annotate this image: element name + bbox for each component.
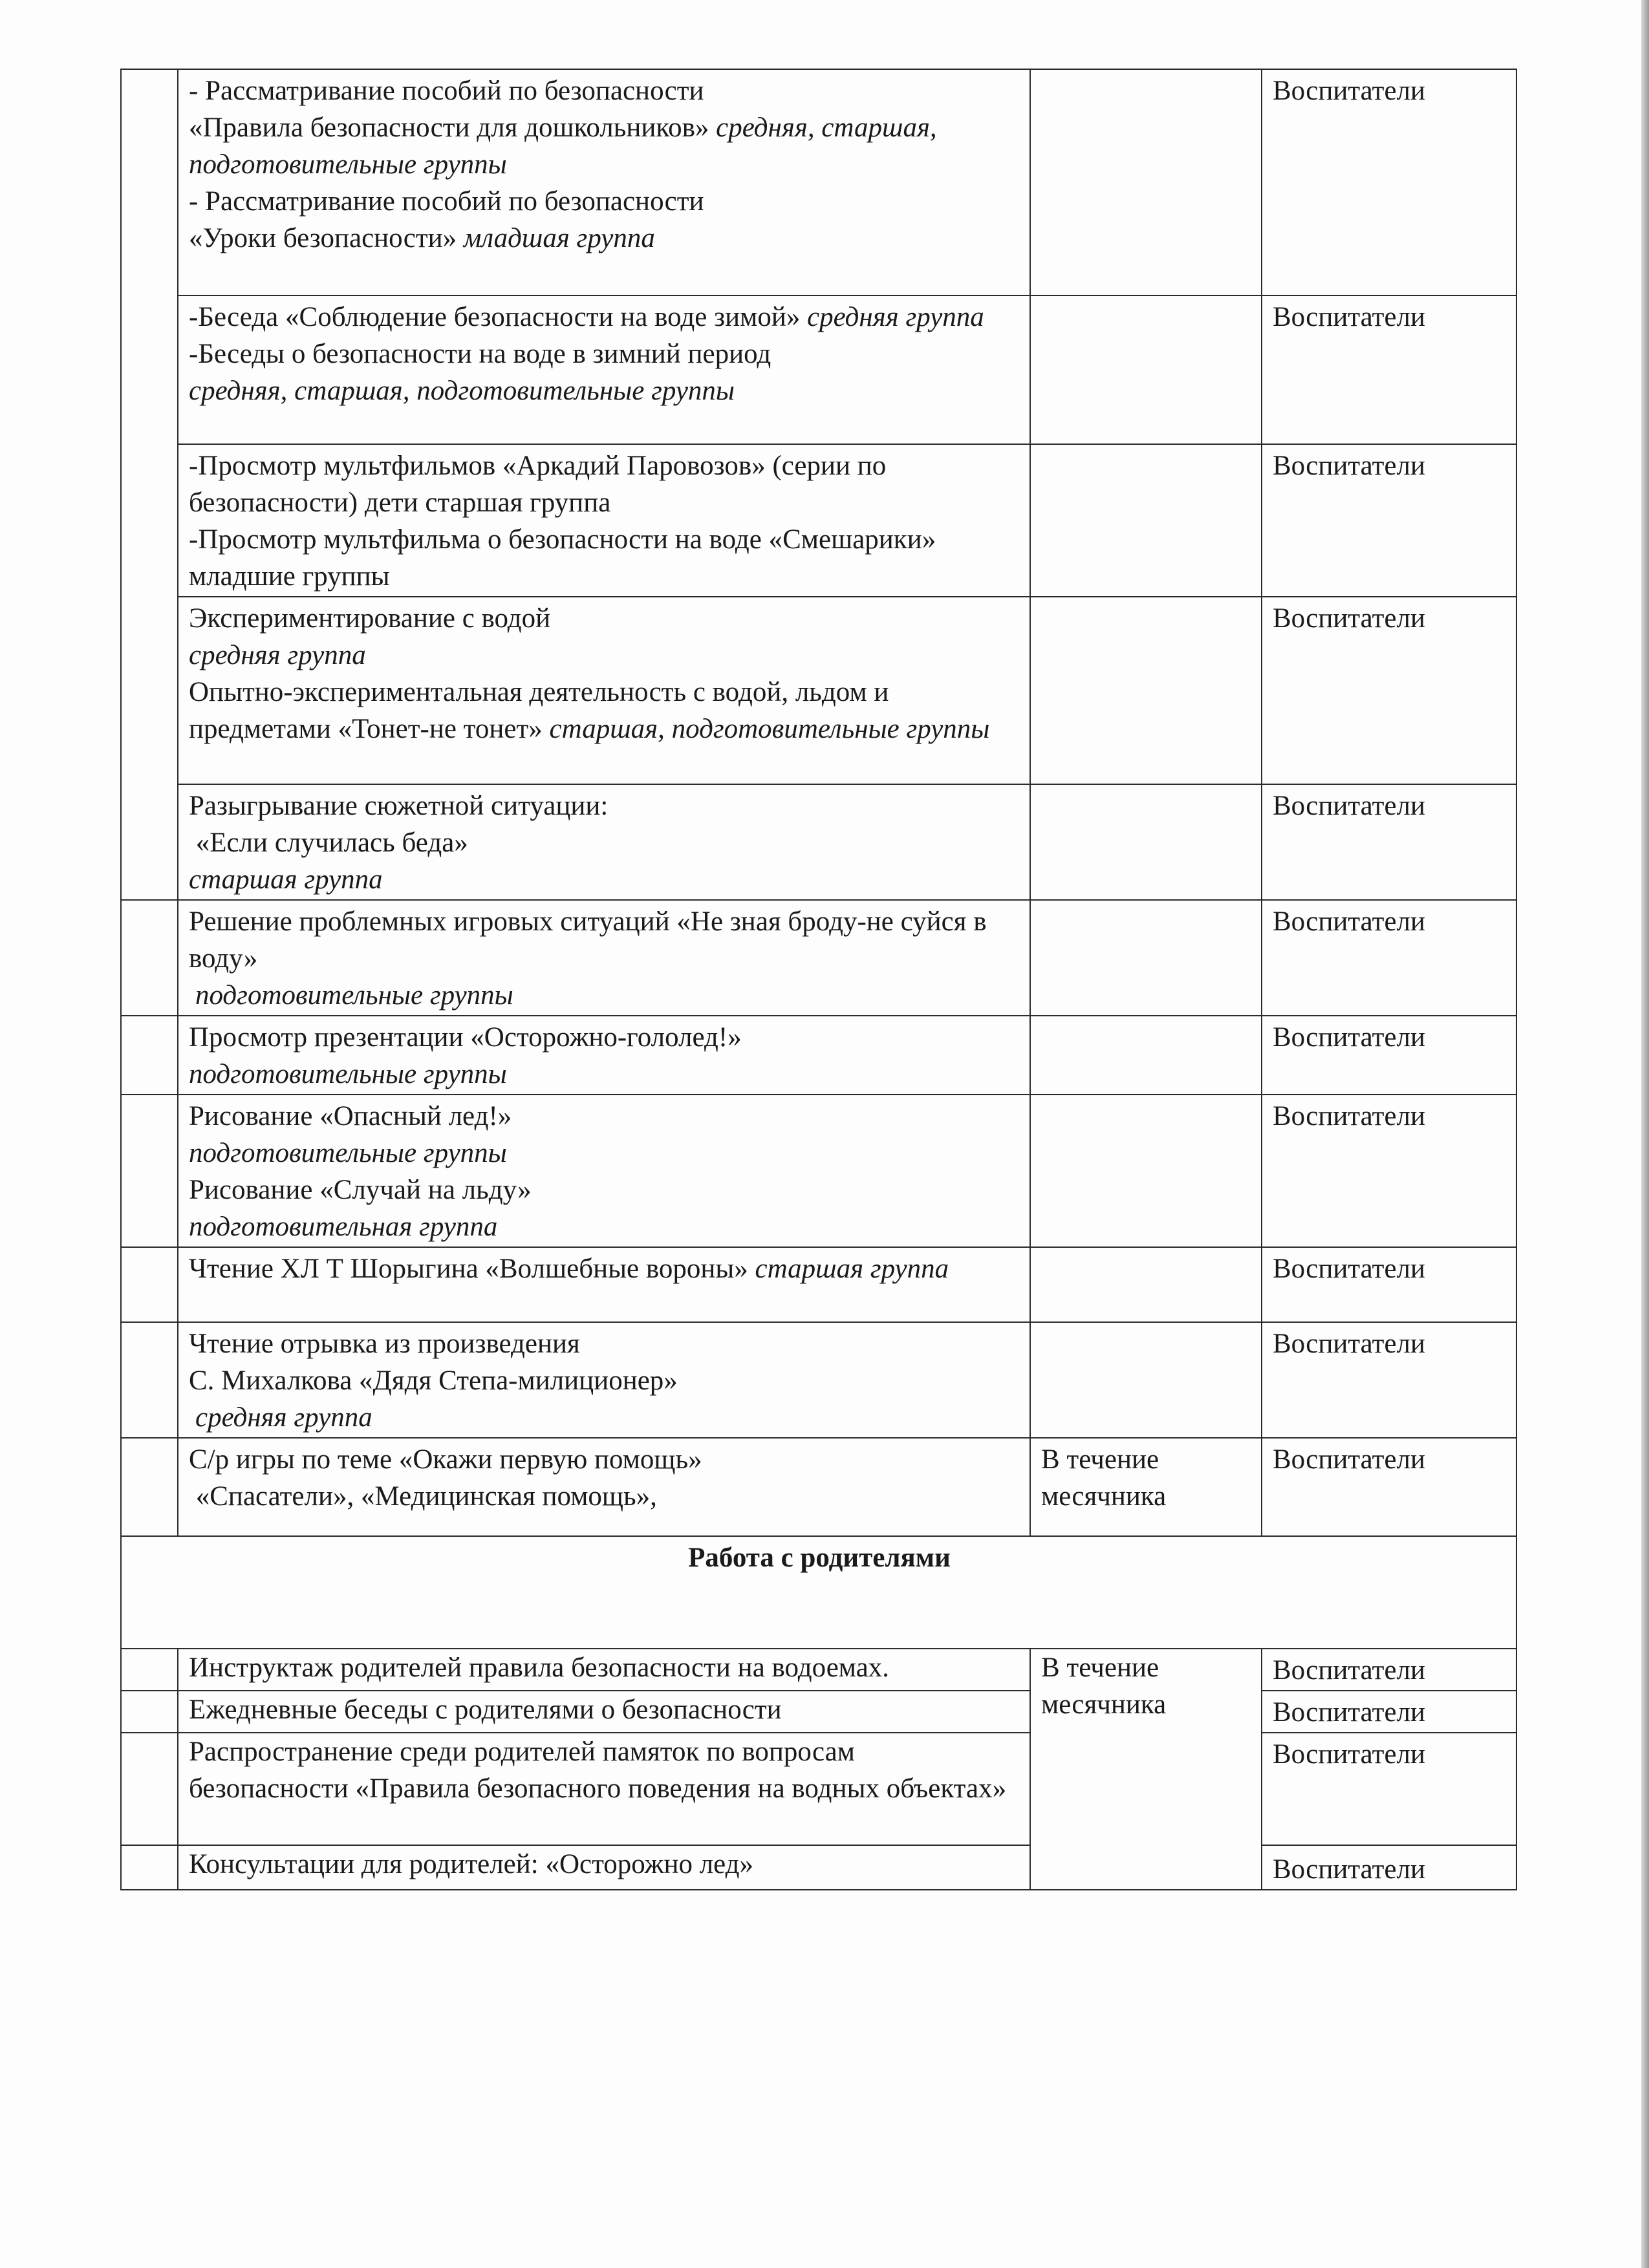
activity-line: С/р игры по теме «Окажи первую помощь» bbox=[189, 1444, 702, 1475]
timing-cell bbox=[1030, 295, 1262, 444]
group-label: подготовительные группы bbox=[189, 1138, 507, 1168]
activity-line: -Просмотр мультфильма о безопасности на воде «Смешарики» младшие группы bbox=[189, 524, 936, 592]
section-row bbox=[121, 1536, 1516, 1649]
activity-line: Просмотр презентации «Осторожно-гололед!» bbox=[189, 1022, 742, 1053]
activity-line: Чтение ХЛ Т Шорыгина «Волшебные вороны» bbox=[189, 1254, 755, 1284]
activity-line: Чтение отрывка из произведения bbox=[189, 1329, 580, 1359]
activity-cell bbox=[178, 444, 1030, 597]
activity-line: -Беседы о безопасности на воде в зимний период bbox=[189, 339, 771, 369]
timing-cell bbox=[1030, 900, 1262, 1016]
activity-line: - Рассматривание пособий по безопасности bbox=[189, 76, 704, 106]
activity-line: Разыгрывание сюжетной ситуации: bbox=[189, 791, 609, 821]
group-label: средняя, старшая, подготовительные группы bbox=[189, 112, 937, 180]
table-row bbox=[121, 784, 1516, 900]
responsible-cell: Воспитатели bbox=[1262, 597, 1516, 784]
activity-cell bbox=[178, 1095, 1030, 1247]
responsible-cell: Воспитатели bbox=[1262, 1691, 1516, 1733]
scan-page-edge bbox=[1641, 0, 1649, 2268]
row-number-cell bbox=[121, 900, 178, 1016]
activity-cell bbox=[178, 1016, 1030, 1095]
activity-cell bbox=[178, 295, 1030, 444]
responsible-cell: Воспитатели bbox=[1262, 1322, 1516, 1438]
activity-cell: Инструктаж родителей правила безопасности на водоемах. bbox=[178, 1649, 1030, 1691]
responsible-cell: Воспитатели bbox=[1262, 1438, 1516, 1536]
group-label: младшая группа bbox=[463, 223, 655, 253]
table-row bbox=[121, 1733, 1516, 1845]
table-row bbox=[121, 597, 1516, 784]
table-row bbox=[121, 295, 1516, 444]
activity-line: -Беседа «Соблюдение безопасности на воде зимой» bbox=[189, 302, 808, 332]
row-number-cell bbox=[121, 69, 178, 900]
activity-line: Экспериментирование с водой bbox=[189, 603, 551, 634]
activity-cell: Ежедневные беседы с родителями о безопасности bbox=[178, 1691, 1030, 1733]
group-label: старшая группа bbox=[189, 864, 383, 895]
activity-cell bbox=[178, 784, 1030, 900]
timing-cell bbox=[1030, 784, 1262, 900]
timing-cell bbox=[1030, 1016, 1262, 1095]
activity-cell bbox=[178, 1438, 1030, 1536]
group-label: средняя группа bbox=[195, 1402, 372, 1433]
group-label: подготовительные группы bbox=[189, 1059, 507, 1089]
activity-line: «Уроки безопасности» bbox=[189, 223, 464, 253]
responsible-cell: Воспитатели bbox=[1262, 1649, 1516, 1691]
activity-line: «Спасатели», «Медицинская помощь», bbox=[189, 1481, 657, 1512]
row-number-cell bbox=[121, 1095, 178, 1247]
activity-line: Опытно-экспериментальная деятельность с водой, льдом и предметами «Тонет-не тонет» bbox=[189, 677, 889, 744]
row-number-cell bbox=[121, 1322, 178, 1438]
activity-line: Решение проблемных игровых ситуаций «Не зная броду-не суйся в воду» bbox=[189, 906, 987, 974]
table-row bbox=[121, 1691, 1516, 1733]
responsible-cell: Воспитатели bbox=[1262, 1845, 1516, 1890]
group-label: средняя группа bbox=[189, 640, 366, 670]
row-number-cell bbox=[121, 1649, 178, 1691]
activity-line: С. Михалкова «Дядя Степа-милиционер» bbox=[189, 1365, 678, 1396]
activity-line: «Правила безопасности для дошкольников» bbox=[189, 112, 717, 143]
responsible-cell: Воспитатели bbox=[1262, 1733, 1516, 1845]
responsible-cell: Воспитатели bbox=[1262, 69, 1516, 295]
activity-cell: Консультации для родителей: «Осторожно лед» bbox=[178, 1845, 1030, 1890]
activity-cell bbox=[178, 597, 1030, 784]
table-row bbox=[121, 1438, 1516, 1536]
section-heading: Работа с родителями bbox=[121, 1536, 1516, 1649]
row-number-cell bbox=[121, 1845, 178, 1890]
row-number-cell bbox=[121, 1733, 178, 1845]
table-row bbox=[121, 1095, 1516, 1247]
table-row bbox=[121, 1322, 1516, 1438]
group-label: средняя группа bbox=[807, 302, 984, 332]
table-row bbox=[121, 1247, 1516, 1322]
responsible-cell: Воспитатели bbox=[1262, 1247, 1516, 1322]
table-row bbox=[121, 1016, 1516, 1095]
row-number-cell bbox=[121, 1691, 178, 1733]
activity-line: -Просмотр мультфильмов «Аркадий Паровозов» (серии по безопасности) дети старшая группа bbox=[189, 451, 887, 518]
timing-cell bbox=[1030, 1247, 1262, 1322]
timing-cell bbox=[1030, 1095, 1262, 1247]
group-label: подготовительная группа bbox=[189, 1212, 498, 1242]
timing-cell bbox=[1030, 69, 1262, 295]
table-row bbox=[121, 900, 1516, 1016]
timing-cell bbox=[1030, 1322, 1262, 1438]
timing-cell bbox=[1030, 444, 1262, 597]
timing-cell bbox=[1030, 597, 1262, 784]
group-label: старшая, подготовительные группы bbox=[549, 714, 990, 744]
responsible-cell: Воспитатели bbox=[1262, 295, 1516, 444]
activity-cell bbox=[178, 69, 1030, 295]
responsible-cell: Воспитатели bbox=[1262, 444, 1516, 597]
activity-line: Рисование «Опасный лед!» bbox=[189, 1101, 512, 1131]
group-label: подготовительные группы bbox=[195, 980, 513, 1011]
responsible-cell: Воспитатели bbox=[1262, 784, 1516, 900]
activity-plan-table bbox=[120, 69, 1517, 1890]
responsible-cell: Воспитатели bbox=[1262, 1016, 1516, 1095]
table-row bbox=[121, 1649, 1516, 1691]
responsible-cell: Воспитатели bbox=[1262, 900, 1516, 1016]
group-label: средняя, старшая, подготовительные группы bbox=[189, 376, 735, 406]
table-row bbox=[121, 69, 1516, 295]
activity-line: Рисование «Случай на льду» bbox=[189, 1175, 532, 1205]
row-number-cell bbox=[121, 1016, 178, 1095]
row-number-cell bbox=[121, 1247, 178, 1322]
responsible-cell: Воспитатели bbox=[1262, 1095, 1516, 1247]
activity-cell bbox=[178, 900, 1030, 1016]
activity-cell: Распространение среди родителей памяток по вопросам безопасности «Правила безопасного поведения на водных объектах» bbox=[178, 1733, 1030, 1845]
table-row bbox=[121, 444, 1516, 597]
timing-cell: В течение месячника bbox=[1030, 1438, 1262, 1536]
activity-line: «Если случилась беда» bbox=[189, 828, 468, 858]
group-label: старшая группа bbox=[755, 1254, 949, 1284]
activity-cell bbox=[178, 1247, 1030, 1322]
timing-cell: В течение месячника bbox=[1030, 1649, 1262, 1890]
activity-line: - Рассматривание пособий по безопасности bbox=[189, 186, 704, 217]
row-number-cell bbox=[121, 1438, 178, 1536]
table-row bbox=[121, 1845, 1516, 1890]
activity-cell bbox=[178, 1322, 1030, 1438]
